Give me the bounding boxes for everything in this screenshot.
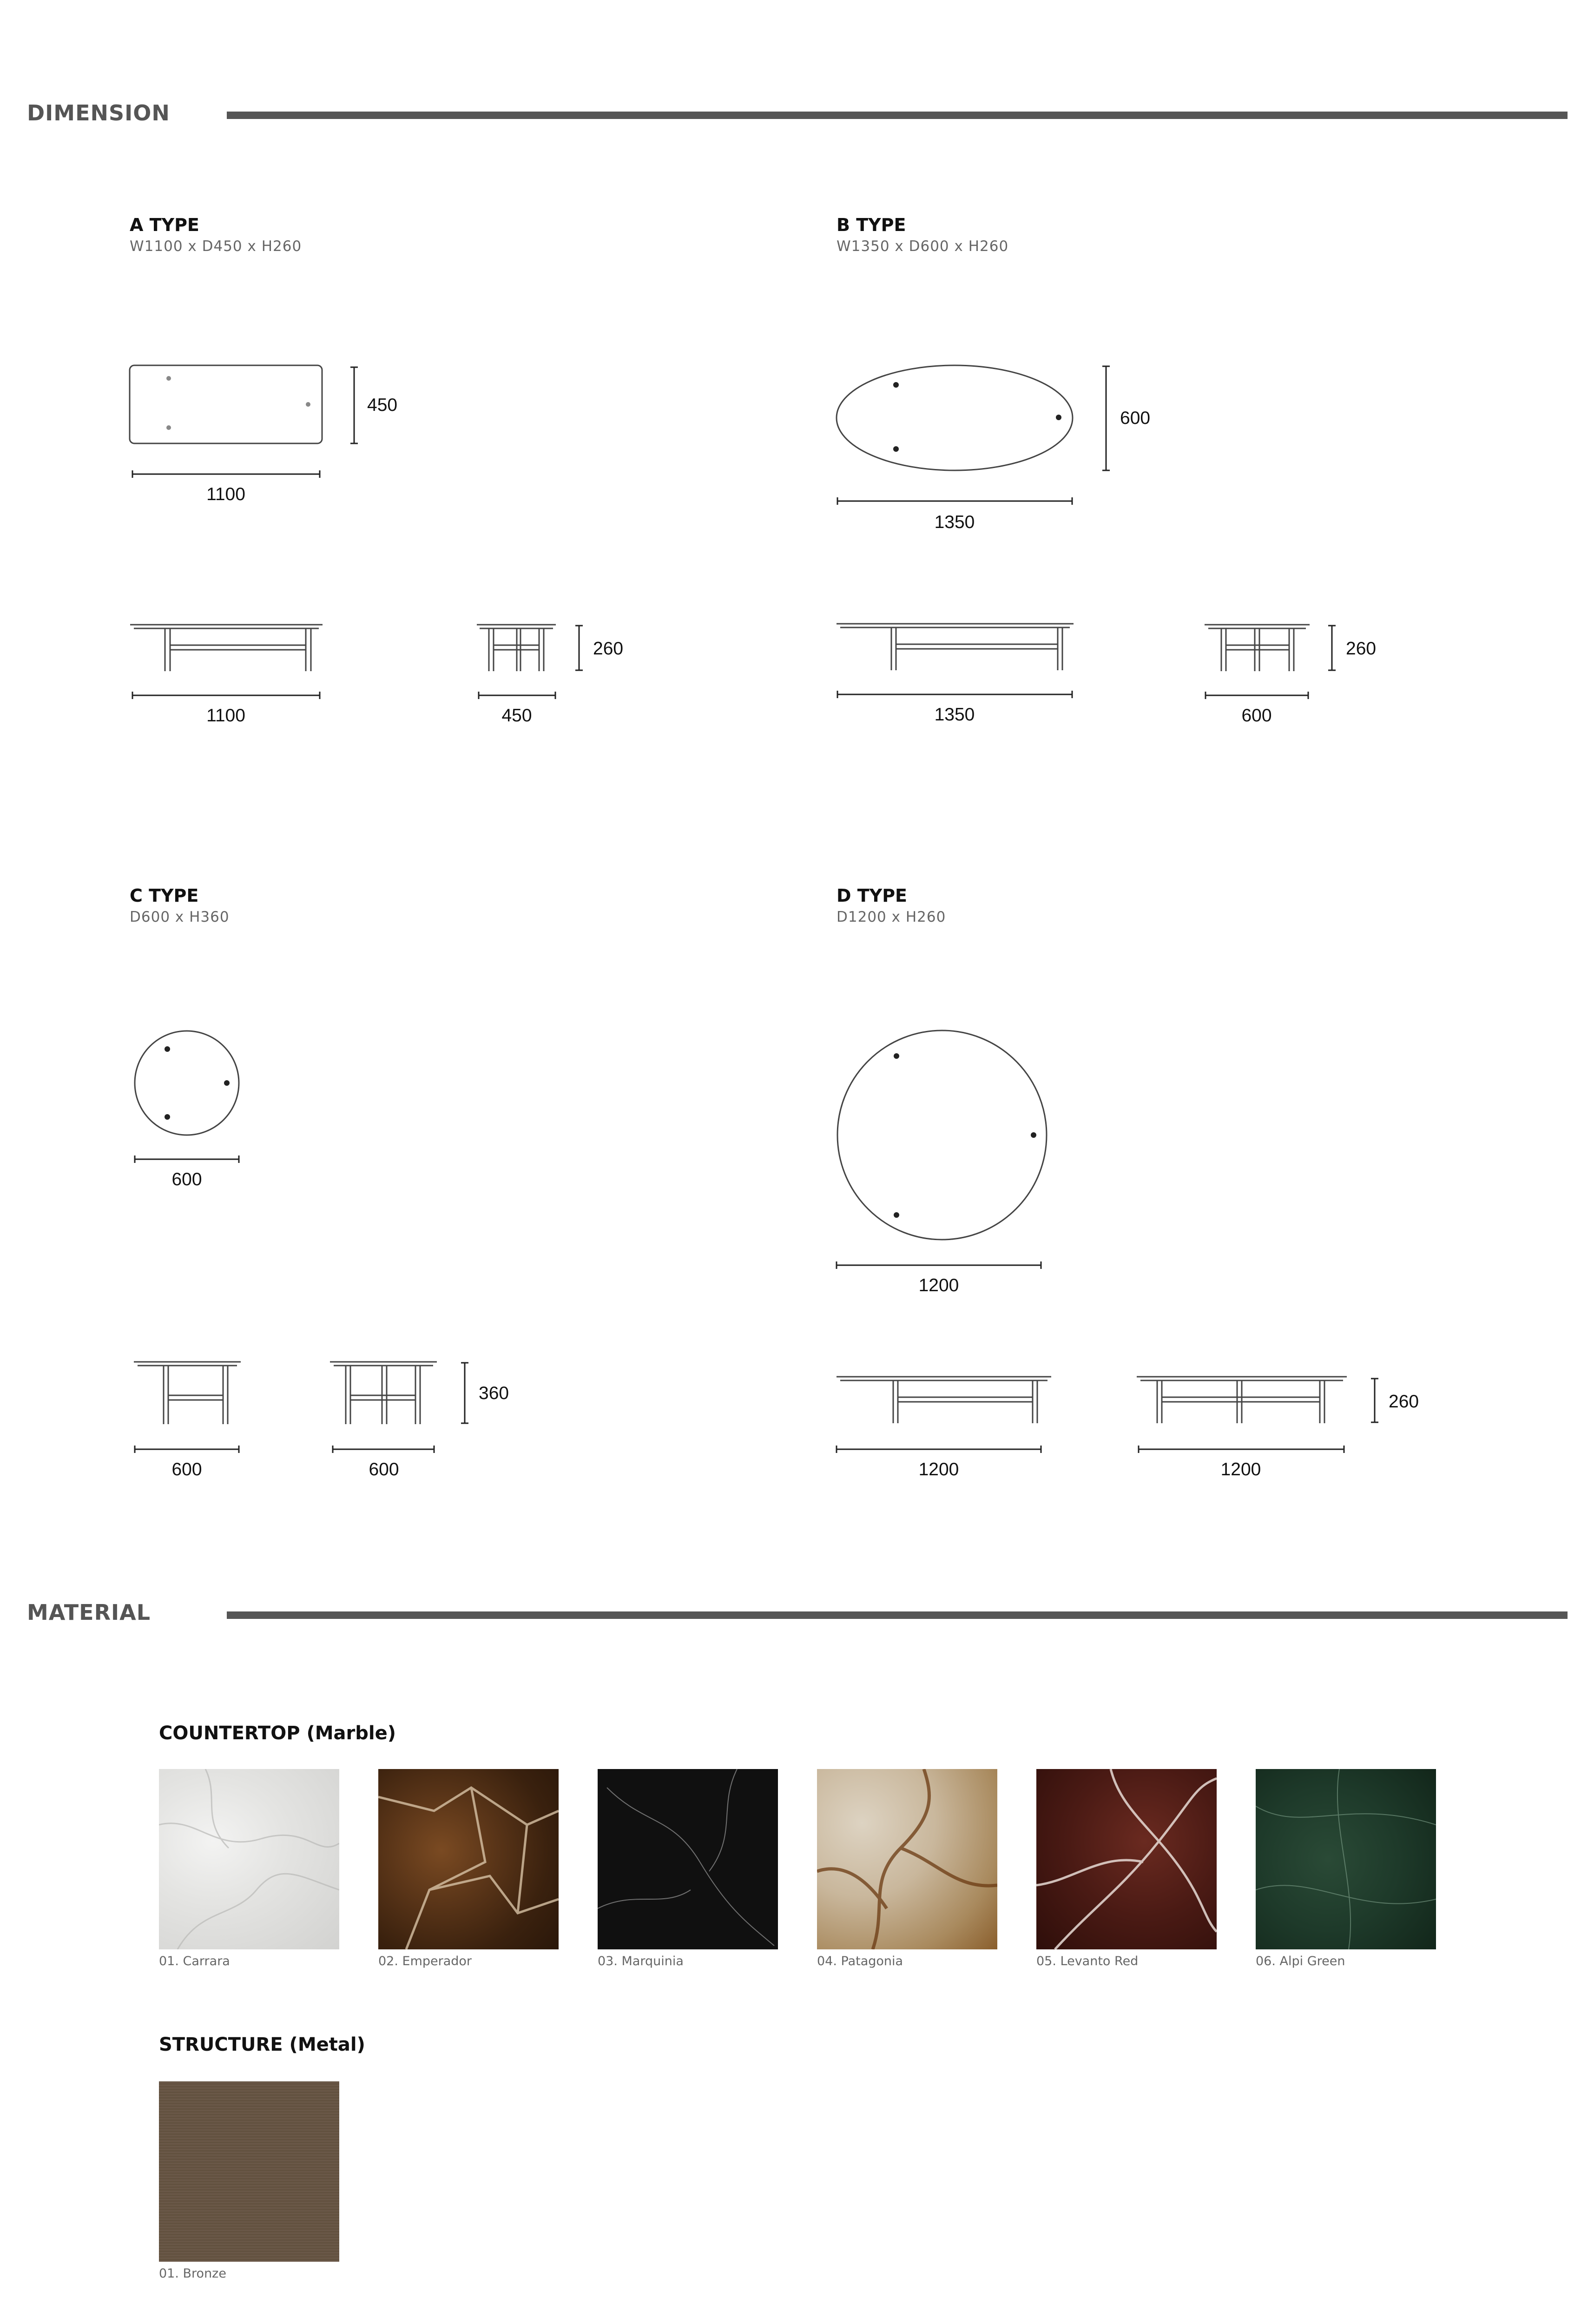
a-type-front-width-label: 1100 [206, 706, 245, 726]
d-type-plan-width-label: 1200 [918, 1275, 959, 1295]
d-type-size: D1200 x H260 [837, 909, 946, 925]
c-type-front-width-label: 600 [171, 1459, 202, 1479]
a-type-side-depth-label: 450 [501, 706, 532, 726]
swatch-carrara [159, 1769, 339, 1949]
swatch-bronze [159, 2081, 339, 2262]
b-type-front-elevation [837, 624, 1074, 698]
b-type-side-depth-label: 600 [1241, 706, 1272, 726]
a-type-plan-view [130, 365, 358, 478]
swatch-alpi-green [1256, 1769, 1436, 1949]
b-type-plan-width-label: 1350 [934, 512, 975, 532]
swatch-patagonia [817, 1769, 997, 1949]
marble-veins [159, 1769, 339, 1949]
swatch-label-marquinia: 03. Marquinia [598, 1954, 684, 1968]
c-type-plan-width-label: 600 [171, 1169, 202, 1189]
d-type-front-elevation [837, 1377, 1051, 1453]
a-type-height-label: 260 [593, 639, 624, 659]
countertop-title: COUNTERTOP (Marble) [159, 1723, 396, 1744]
marble-veins [817, 1769, 997, 1949]
c-type-height-label: 360 [479, 1383, 509, 1403]
b-type-plan-view [837, 365, 1110, 505]
material-section-title: MATERIAL [27, 1600, 151, 1625]
structure-title: STRUCTURE (Metal) [159, 2034, 365, 2055]
dimension-section-title: DIMENSION [27, 100, 170, 125]
b-type-title: B TYPE [837, 215, 906, 235]
c-type-title: C TYPE [130, 885, 199, 906]
b-type-height-label: 260 [1346, 639, 1377, 659]
d-type-side-depth-label: 1200 [1220, 1459, 1261, 1479]
marble-veins [598, 1769, 778, 1949]
d-type-height-label: 260 [1389, 1392, 1419, 1412]
swatch-label-carrara: 01. Carrara [159, 1954, 230, 1968]
marble-veins [1036, 1769, 1217, 1949]
c-type-front-elevation [134, 1362, 241, 1453]
marble-veins [1256, 1769, 1436, 1949]
d-type-side-elevation [1137, 1377, 1378, 1453]
marble-veins [378, 1769, 559, 1949]
a-type-size: W1100 x D450 x H260 [130, 238, 302, 255]
c-type-size: D600 x H360 [130, 909, 230, 925]
swatch-label-alpi-green: 06. Alpi Green [1256, 1954, 1345, 1968]
a-type-side-elevation [477, 625, 583, 699]
a-type-plan-width-label: 1100 [206, 484, 245, 504]
a-type-front-elevation [130, 625, 323, 699]
b-type-side-elevation [1205, 625, 1336, 699]
d-type-plan-view [837, 1030, 1047, 1269]
b-type-size: W1350 x D600 x H260 [837, 238, 1009, 255]
b-type-plan-depth-label: 600 [1120, 408, 1151, 428]
c-type-side-depth-label: 600 [369, 1459, 399, 1479]
swatch-label-patagonia: 04. Patagonia [817, 1954, 903, 1968]
material-section-divider [227, 1611, 1568, 1619]
swatch-label-bronze: 01. Bronze [159, 2266, 226, 2281]
d-type-front-width-label: 1200 [918, 1459, 959, 1479]
a-type-plan-depth-label: 450 [367, 395, 398, 415]
c-type-side-elevation [330, 1362, 468, 1453]
swatch-emperador [378, 1769, 559, 1949]
c-type-plan-view [135, 1031, 239, 1163]
swatch-label-emperador: 02. Emperador [378, 1954, 472, 1968]
d-type-title: D TYPE [837, 885, 908, 906]
a-type-title: A TYPE [130, 215, 199, 235]
swatch-label-levanto-red: 05. Levanto Red [1036, 1954, 1139, 1968]
swatch-marquinia [598, 1769, 778, 1949]
b-type-front-width-label: 1350 [934, 705, 975, 725]
swatch-levanto-red [1036, 1769, 1217, 1949]
